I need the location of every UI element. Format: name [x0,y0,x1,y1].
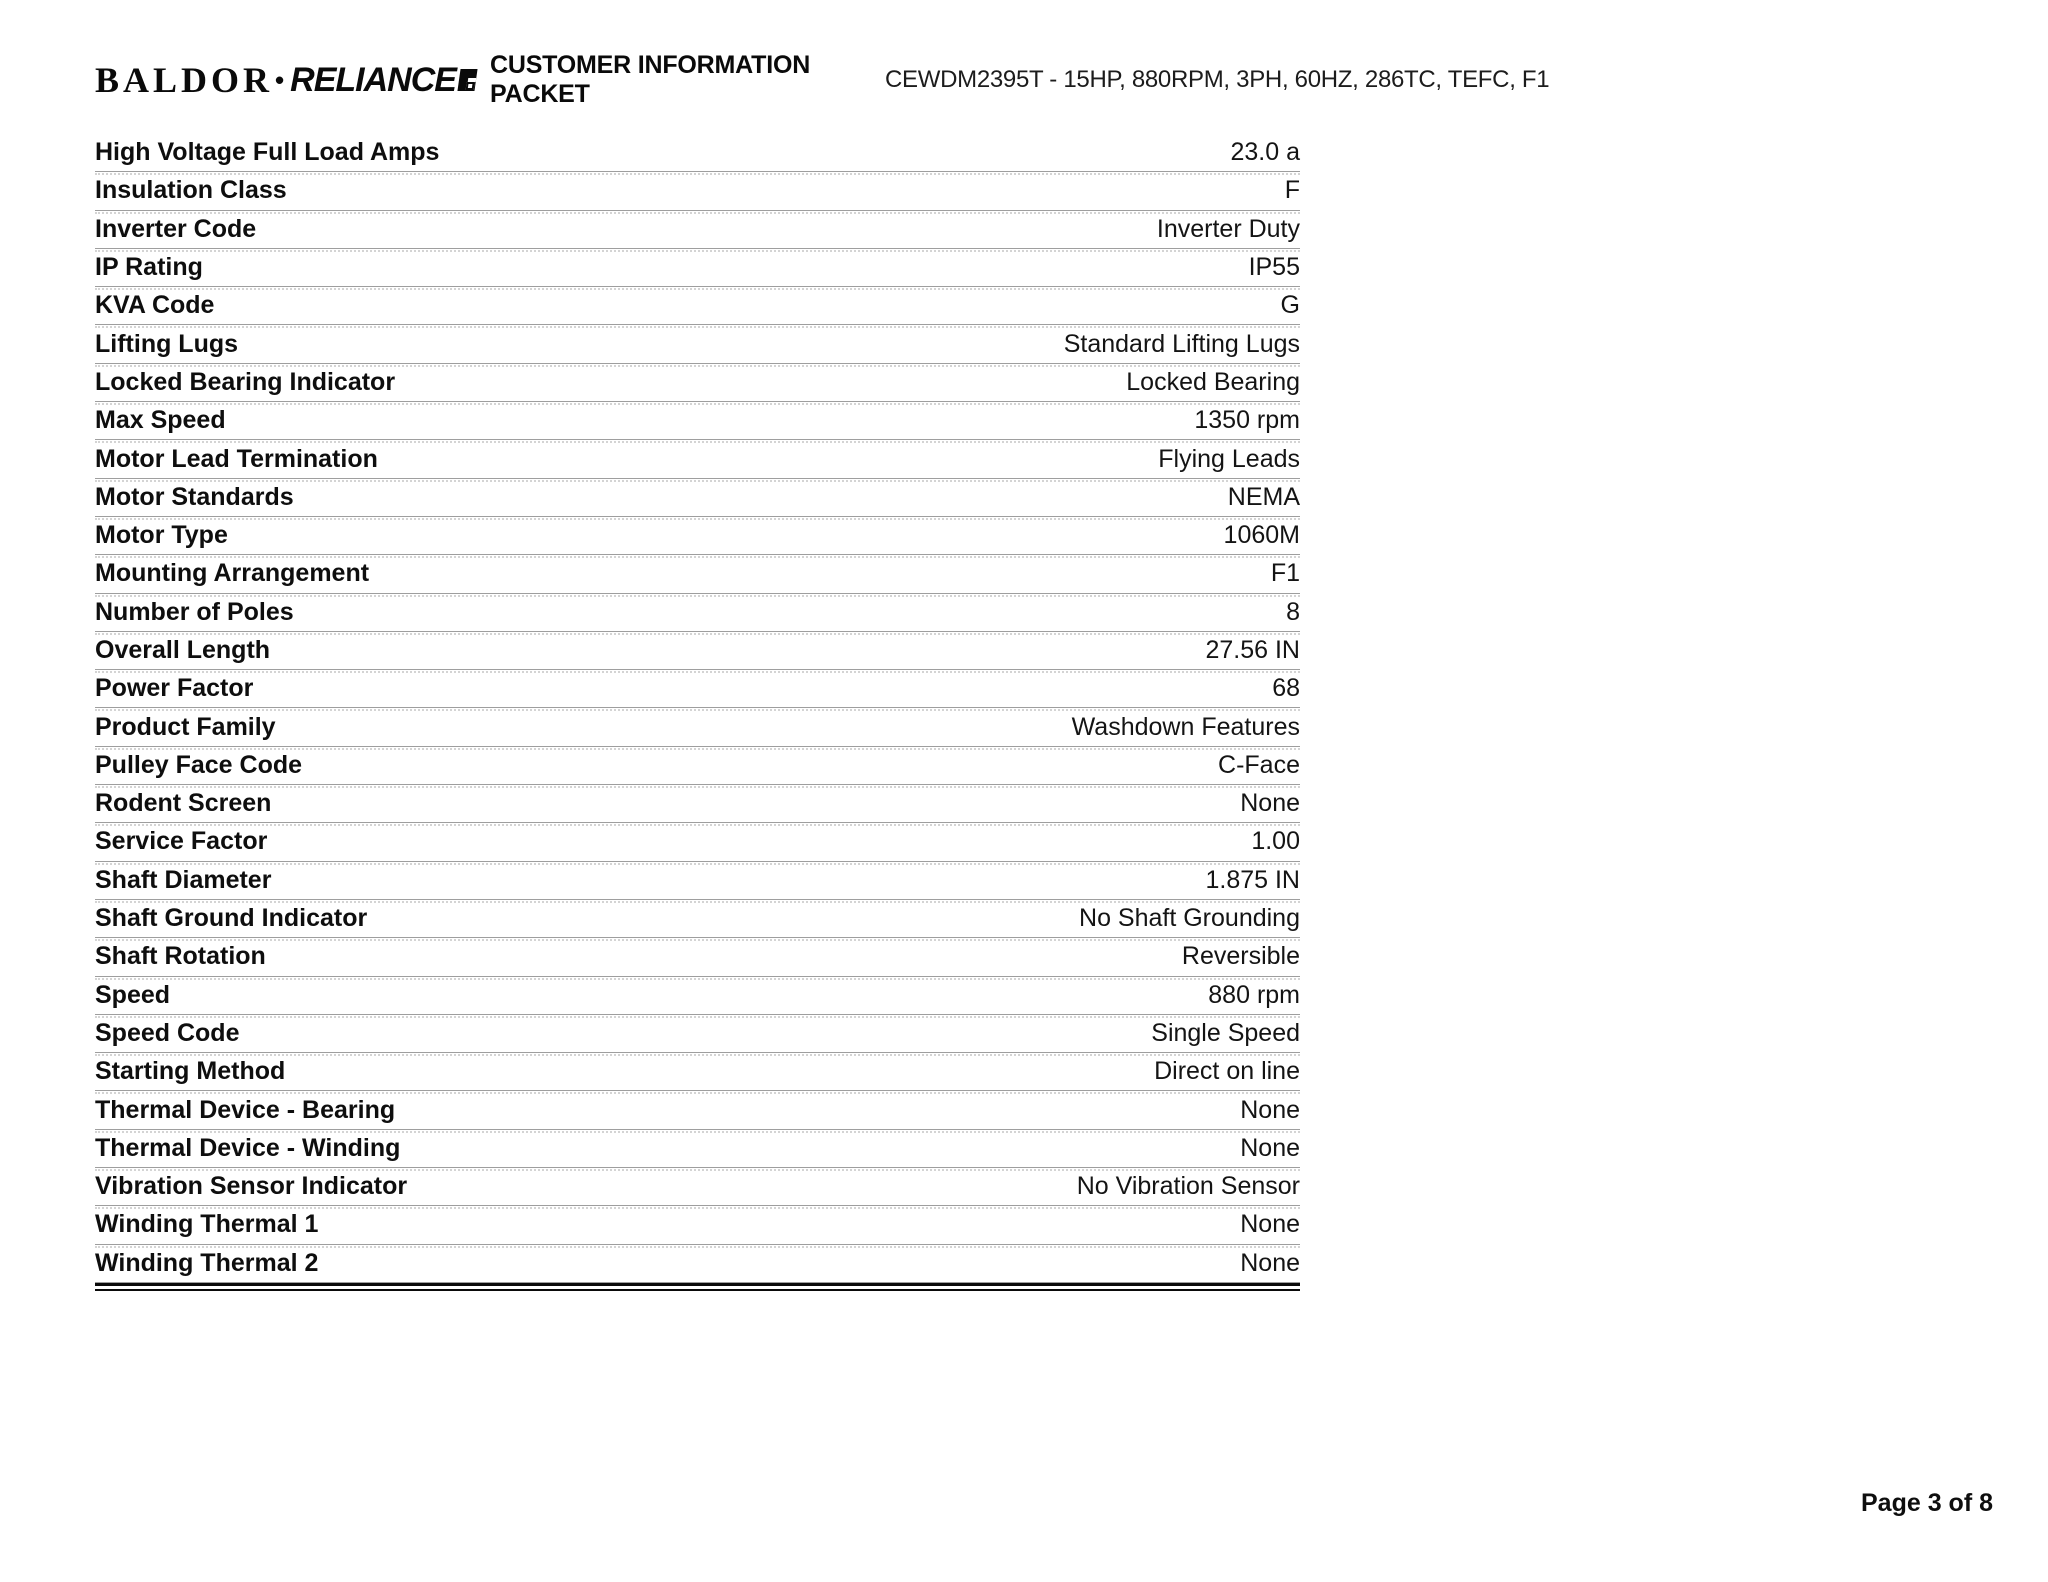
spec-table [95,134,1300,1291]
spec-label: Mounting Arrangement [95,559,370,588]
spec-label: Shaft Rotation [95,942,266,971]
spec-value: Single Speed [1151,1018,1300,1047]
table-row [95,134,1300,172]
table-row [95,632,1300,670]
table-row [95,900,1300,938]
spec-label: High Voltage Full Load Amps [95,138,440,167]
table-row [95,1053,1300,1091]
document-title: CUSTOMER INFORMATION PACKET [490,51,811,108]
spec-value: None [1240,789,1300,818]
spec-label: Lifting Lugs [95,329,239,358]
logo-dot-icon: • [275,64,285,95]
spec-label: Inverter Code [95,214,257,243]
spec-value: No Vibration Sensor [1076,1172,1300,1201]
spec-value: 880 rpm [1208,980,1300,1009]
spec-label: Service Factor [95,827,268,856]
spec-rows [95,134,1300,1283]
table-row [95,325,1300,363]
spec-label: Power Factor [95,674,254,703]
spec-label: Vibration Sensor Indicator [95,1172,408,1201]
page-header [95,51,1988,108]
spec-label: Pulley Face Code [95,750,303,779]
spec-value: None [1240,1095,1300,1124]
spec-value: 68 [1272,674,1300,703]
spec-value: G [1280,291,1300,320]
table-row [95,1130,1300,1168]
table-row [95,402,1300,440]
spec-value: F [1284,176,1300,205]
spec-label: Motor Lead Termination [95,444,378,473]
spec-label: Shaft Ground Indicator [95,904,368,933]
spec-label: Locked Bearing Indicator [95,367,396,396]
spec-label: Winding Thermal 1 [95,1210,319,1239]
table-row [95,364,1300,402]
spec-value: Standard Lifting Lugs [1063,329,1300,358]
spec-value: Inverter Duty [1156,214,1300,243]
spec-label: Thermal Device - Winding [95,1133,401,1162]
product-description: CEWDM2395T - 15HP, 880RPM, 3PH, 60HZ, 286TC, TEFC, F1 [885,66,1550,93]
table-row [95,785,1300,823]
spec-value: Washdown Features [1071,712,1300,741]
spec-label: Winding Thermal 2 [95,1248,319,1277]
table-row [95,1245,1300,1283]
spec-value: Flying Leads [1158,444,1300,473]
spec-value: 1.875 IN [1205,865,1300,894]
spec-label: Thermal Device - Bearing [95,1095,396,1124]
spec-value: Locked Bearing [1126,367,1300,396]
spec-value: No Shaft Grounding [1079,904,1300,933]
spec-value: NEMA [1227,482,1300,511]
table-row [95,172,1300,210]
spec-label: Rodent Screen [95,789,272,818]
spec-value: 8 [1286,597,1300,626]
spec-label: Product Family [95,712,276,741]
spec-label: Max Speed [95,406,226,435]
spec-value: Direct on line [1154,1057,1300,1086]
spec-value: 1.00 [1251,827,1300,856]
spec-value: None [1240,1210,1300,1239]
table-row [95,1091,1300,1129]
table-row [95,249,1300,287]
logo-reliance-text: RELIANCE [290,60,456,99]
table-row [95,287,1300,325]
spec-value: 1350 rpm [1194,406,1300,435]
table-row [95,517,1300,555]
spec-label: Shaft Diameter [95,865,272,894]
table-row [95,938,1300,976]
spec-label: Speed Code [95,1018,240,1047]
spec-label: Insulation Class [95,176,287,205]
table-row [95,862,1300,900]
table-row [95,708,1300,746]
table-row [95,440,1300,478]
table-row [95,1015,1300,1053]
spec-value: None [1240,1133,1300,1162]
table-row [95,1168,1300,1206]
spec-value: IP55 [1248,253,1300,282]
table-row [95,555,1300,593]
spec-label: IP Rating [95,253,203,282]
spec-label: Speed [95,980,171,1009]
spec-value: 23.0 a [1230,138,1300,167]
spec-label: Starting Method [95,1057,286,1086]
spec-value: C-Face [1218,750,1300,779]
table-row [95,823,1300,861]
spec-label: Number of Poles [95,597,294,626]
spec-value: Reversible [1181,942,1300,971]
reliance-trademark-square-icon [457,69,477,91]
table-row [95,479,1300,517]
table-row [95,1206,1300,1244]
table-bottom-rule [95,1283,1300,1291]
table-row [95,670,1300,708]
page-number: Page 3 of 8 [1861,1489,1993,1517]
spec-label: KVA Code [95,291,215,320]
table-row [95,977,1300,1015]
logo-baldor-text: BALDOR [95,60,274,100]
table-row [95,211,1300,249]
spec-label: Motor Type [95,521,228,550]
spec-value: 1060M [1223,521,1300,550]
table-row [95,594,1300,632]
baldor-reliance-logo [95,59,490,101]
spec-value: F1 [1270,559,1300,588]
spec-value: 27.56 IN [1205,636,1300,664]
spec-label: Motor Standards [95,482,294,511]
table-row [95,747,1300,785]
spec-value: None [1240,1248,1300,1277]
spec-label: Overall Length [95,636,271,664]
